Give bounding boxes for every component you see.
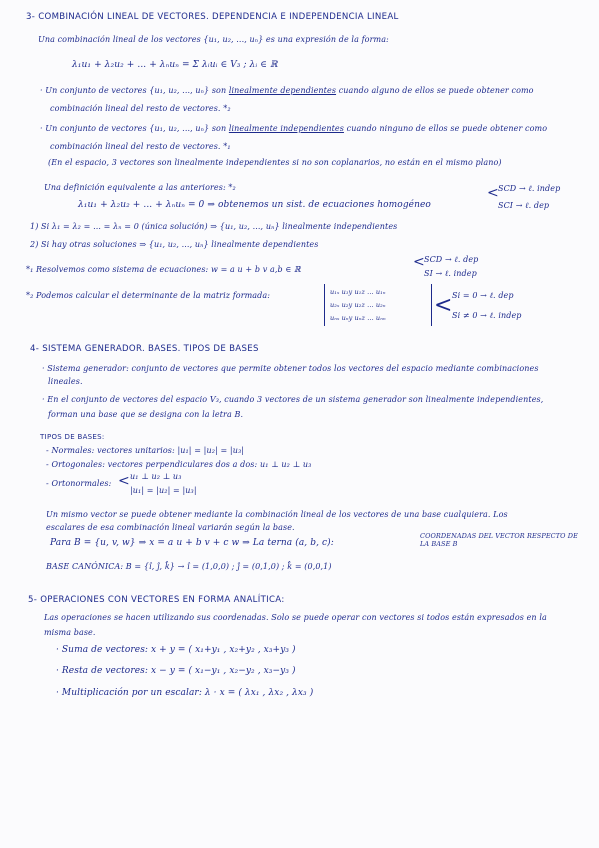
s4-line-3: · En el conjunto de vectores del espacio V₃, cuando 3 vectores de un sistema generador son linealmente independientes, [42,395,544,404]
section-3-title: 3- COMBINACIÓN LINEAL DE VECTORES. DEPENDENCIA E INDEPENDENCIA LINEAL [26,12,399,22]
s3-b1-underlined: linealmente dependientes [228,86,337,95]
s3-b2-text: · Un conjunto de vectores {u₁, u₂, ..., uₙ} son [40,124,227,133]
matrix-row-1: u₁ₓ u₁y u₁z ... u₁ₙ [330,288,386,296]
s3-det-zero: Si = 0 → ℓ. dep [452,291,514,300]
s3-resolve: *₁ Resolvemos como sistema de ecuaciones: w = a u + b v a,b ∈ ℝ [26,265,301,274]
s3-formula: λ₁u₁ + λ₂u₂ + ... + λₙuₙ = Σ λᵢuᵢ ∈ V₃ ; λᵢ ∈ ℝ [72,60,278,70]
s3-bullet-2c: combinación lineal del resto de vectores. *₁ [50,142,231,151]
s5-scalar: · Multiplicación por un escalar: λ · x = ( λx₁ , λx₂ , λx₃ ) [56,688,314,698]
s5-sum: · Suma de vectores: x + y = ( x₁+y₁ , x₂+y₂ , x₃+y₃ ) [56,645,296,655]
s4-para-2: escalares de esa combinación lineal variarán según la base. [46,523,295,532]
matrix-row-2: u₂ₓ u₂y u₂z ... u₂ₙ [330,301,386,309]
s3-bullet-2d: (En el espacio, 3 vectores son linealmente independientes si no son coplanarios, no están en el mismo plano) [48,158,502,167]
s4-orthonormal-b: |u₁| = |u₂| = |u₃| [130,486,197,495]
s4-orthonormal-a: u₁ ⊥ u₂ ⊥ u₃ [130,472,182,481]
s4-line-2: lineales. [48,377,83,386]
section-4-title: 4- SISTEMA GENERADOR. BASES. TIPOS DE BASES [30,344,259,354]
s4-coords-note: COORDENADAS DEL VECTOR RESPECTO DE LA BASE B [420,532,578,548]
brace-left: < [487,185,499,201]
s3-b2-text-2: cuando ninguno de ellos se puede obtener como [346,124,548,133]
s4-line-1: · Sistema generador: conjunto de vectores que permite obtener todos los vectores del espacio mediante combinaciones [42,364,539,373]
s4-para-3: Para B = {u, v, w} ⇒ x = a u + b v + c w ⇒ La terna (a, b, c): [50,538,334,548]
s3-homogeneous: λ₁u₁ + λ₂u₂ + ... + λₙuₙ = 0 ⇒ obtenemos un sist. de ecuaciones homogéneo [78,200,431,210]
s4-canonical: BASE CANÓNICA: B = {î, ĵ, k̂} → î = (1,0,0) ; ĵ = (0,1,0) ; k̂ = (0,0,1) [46,562,332,571]
brace-left-3: < [434,293,453,318]
s3-bullet-1c: combinación lineal del resto de vectores. *₂ [50,104,231,113]
s3-case-2: 2) Si hay otras soluciones ⇒ {u₁, u₂, ..., uₙ} linealmente dependientes [30,240,319,249]
s5-difference: · Resta de vectores: x − y = ( x₁−y₁ , x₂−y₂ , x₃−y₃ ) [56,666,296,676]
s3-det-nonzero: Si ≠ 0 → ℓ. indep [452,311,522,320]
s5-line-1: Las operaciones se hacen utilizando sus coordenadas. Solo se puede operar con vectores si todos están expresados en la [44,613,547,622]
s3-case-1: 1) Si λ₁ = λ₂ = ... = λₙ = 0 (única solución) ⇒ {u₁, u₂, ..., uₙ} linealmente independientes [30,222,398,231]
s4-type-orthogonal: - Ortogonales: vectores perpendiculares dos a dos: u₁ ⊥ u₂ ⊥ u₃ [46,460,312,469]
s4-para-1: Un mismo vector se puede obtener mediante la combinación lineal de los vectores de una base cualquiera. Los [46,510,508,519]
s4-type-normal: - Normales: vectores unitarios: |u₁| = |u₂| = |u₃| [46,446,245,455]
s3-line-1: Una combinación lineal de los vectores {u₁, u₂, ..., uₙ} es una expresión de la forma: [38,35,389,44]
s3-b1-text-2: cuando alguno de ellos se puede obtener como [338,86,534,95]
s3-definition: Una definición equivalente a las anteriores: *₂ [44,183,236,192]
s4-line-4: forman una base que se designa con la letra B. [48,410,244,419]
s3-determinant: *₂ Podemos calcular el determinante de la matriz formada: [26,291,271,300]
s3-bullet-1a [40,86,534,96]
brace-left-2: < [413,254,425,270]
section-5-title: 5- OPERACIONES CON VECTORES EN FORMA ANALÍTICA: [28,595,285,605]
s3-b1-text: · Un conjunto de vectores {u₁, u₂, ..., uₙ} son [40,86,227,95]
s4-type-orthonormal: - Ortonormales: [46,479,112,488]
brace-left-4: < [118,473,130,489]
s3-bullet-2a [40,124,547,134]
s3-sci: SCI → ℓ. dep [498,201,550,210]
s4-types-title: TIPOS DE BASES: [40,433,105,441]
s5-line-2: misma base. [44,628,96,637]
s3-r-scd: SCD → ℓ. dep [424,255,479,264]
s3-scd: SCD → ℓ. indep [498,184,561,193]
matrix-row-3: uₙₓ uₙy uₙz ... uₙₙ [330,314,386,322]
s3-r-si: SI → ℓ. indep [424,269,477,278]
s3-b2-underlined: linealmente independientes [228,124,344,133]
